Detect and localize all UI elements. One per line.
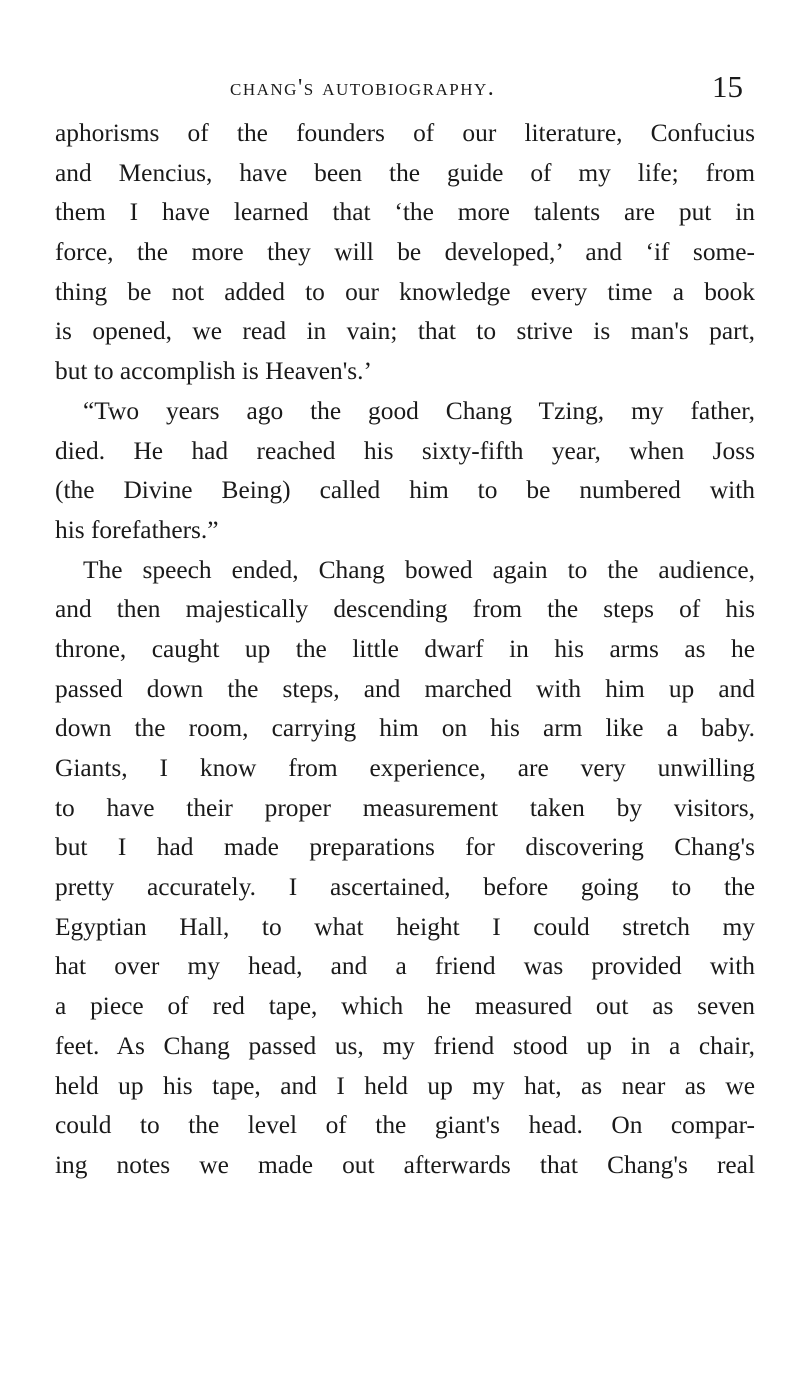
page-number: 15 bbox=[712, 69, 743, 104]
paragraph bbox=[55, 114, 755, 392]
paragraph bbox=[55, 392, 755, 551]
text-line: is opened, we read in vain; that to strive is man's part, bbox=[55, 317, 755, 346]
paragraph bbox=[55, 551, 755, 1186]
text-line: them I have learned that ‘the more talents are put in bbox=[55, 198, 755, 227]
text-line: force, the more they will be developed,’ and ‘if some- bbox=[55, 238, 755, 267]
text-line: The speech ended, Chang bowed again to the audience, bbox=[83, 555, 755, 584]
text-line: pretty accurately. I ascertained, before going to the bbox=[55, 873, 755, 902]
text-line: but to accomplish is Heaven's.’ bbox=[55, 357, 372, 386]
text-line: down the room, carrying him on his arm like a baby. bbox=[55, 714, 755, 743]
text-line: to have their proper measurement taken by visitors, bbox=[55, 793, 755, 822]
text-line: and then majestically descending from the steps of his bbox=[55, 595, 755, 624]
running-header bbox=[55, 69, 755, 112]
text-line: aphorisms of the founders of our literature, Confucius bbox=[55, 119, 755, 147]
text-line: thing be not added to our knowledge every time a book bbox=[55, 277, 755, 306]
text-line: his forefathers.” bbox=[55, 515, 219, 544]
text-line: (the Divine Being) called him to be numbered with bbox=[55, 476, 755, 505]
text-line: feet. As Chang passed us, my friend stood up in a chair, bbox=[55, 1031, 755, 1060]
text-line: hat over my head, and a friend was provided with bbox=[55, 952, 755, 981]
text-line: throne, caught up the little dwarf in his arms as he bbox=[55, 634, 755, 663]
running-title: chang's autobiography. bbox=[230, 75, 496, 101]
text-line: “Two years ago the good Chang Tzing, my father, bbox=[83, 396, 755, 425]
text-line: could to the level of the giant's head. On compar- bbox=[55, 1111, 755, 1140]
text-line: and Mencius, have been the guide of my life; from bbox=[55, 158, 755, 187]
text-line: died. He had reached his sixty-fifth year, when Joss bbox=[55, 436, 755, 465]
text-line: held up his tape, and I held up my hat, as near as we bbox=[55, 1071, 755, 1100]
text-line: a piece of red tape, which he measured out as seven bbox=[55, 992, 755, 1021]
text-line: passed down the steps, and marched with him up and bbox=[55, 674, 755, 703]
body-text bbox=[55, 114, 755, 1186]
text-line: Giants, I know from experience, are very unwilling bbox=[55, 754, 755, 782]
text-line: Egyptian Hall, to what height I could stretch my bbox=[55, 912, 755, 941]
text-line: but I had made preparations for discovering Chang's bbox=[55, 833, 755, 862]
text-line: ing notes we made out afterwards that Chang's real bbox=[55, 1150, 755, 1179]
